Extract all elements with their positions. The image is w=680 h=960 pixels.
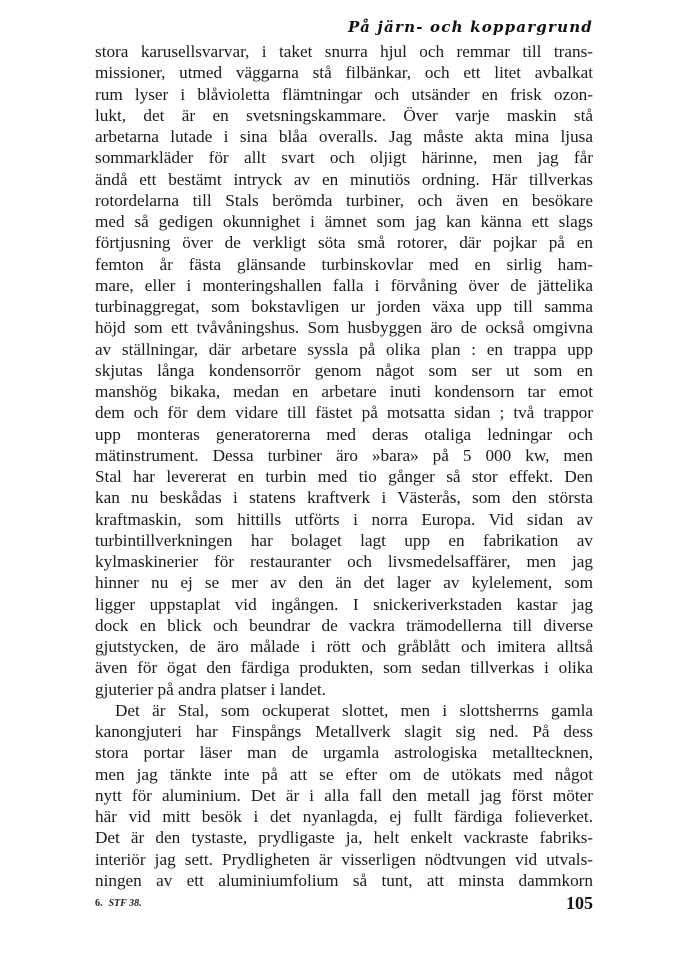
text-line: här vid mitt besök i det nyanlagda, ej fullt färdiga folieverket. (95, 807, 593, 826)
text-line: arbetarna lutade i sina blåa overalls. Jag måste akta mina ljusa (95, 127, 593, 146)
text-line: mätinstrument. Dessa turbiner äro »bara» på 5 000 kw, men (95, 445, 593, 465)
text-line: femton år fästa glänsande turbinskovlar med en sirlig ham- (95, 254, 593, 274)
text-line: ligger uppstaplat vid ingången. I snickeriverkstaden kastar jag (95, 594, 593, 614)
text-line: Stal har levererat en turbin med tio gånger så stor effekt. Den (95, 467, 593, 486)
text-line: gjuterier på andra platser i landet. (95, 679, 326, 699)
text-line: sommarkläder för allt svart och oljigt härinne, men jag får (95, 148, 593, 168)
text-line: Det är Stal, som ockuperat slottet, men i slottsherrns gamla (115, 700, 593, 720)
text-line: turbintillverkningen har bolaget lagt upp en fabrikation av (95, 530, 593, 550)
page-number: 105 (566, 893, 593, 913)
text-line: kylmaskinerier för restauranter och livsmedelsaffärer, men jag (95, 552, 593, 571)
text-line: stora portar läser man de urgamla astrologiska metalltecknen, (95, 743, 593, 763)
text-line: ningen av ett aluminiumfolium så tunt, att minsta dammkorn (95, 870, 593, 890)
text-line: höjd som ett tvåvåningshus. Som husbyggen äro de också omgivna (95, 318, 593, 338)
text-line: lukt, det är en svetsningskammare. Över varje maskin stå (95, 105, 593, 125)
text-line: skjutas långa kondensorrör genom något som ser ut som en (95, 360, 593, 380)
text-line: manshög bikaka, medan en arbetare inuti kondensorn tar emot (95, 382, 593, 401)
text-line: ändå ett bestämt intryck av en minutiös ordning. Här tillverkas (95, 169, 593, 189)
text-line: kanongjuteri har Finspångs Metallverk slagit sig ned. På dess (95, 722, 593, 741)
text-line: hinner nu ej se mer av den än det lager av kylelement, som (95, 573, 593, 593)
text-line: nytt för aluminium. Det är i alla fall den metall jag först möter (95, 785, 593, 805)
signature-number: 6. (95, 898, 103, 909)
text-line: kraftmaskin, som hittills utförts i norra Europa. Vid sidan av (95, 509, 593, 529)
body-text (95, 41, 593, 891)
text-line: även för ögat den färdiga produkten, som sedan tillverkas i olika (95, 658, 593, 678)
text-line: gjutstycken, de äro målade i rött och gråblått och imitera alltså (95, 637, 593, 656)
signature-text: STF 38. (108, 898, 142, 909)
text-line: upp monteras generatorerna med deras otaliga ledningar och (95, 424, 593, 444)
text-line: stora karusellsvarvar, i taket snurra hjul och remmar till trans- (95, 42, 593, 61)
text-line: men jag tänkte inte på att se efter om de utökats med något (95, 764, 593, 784)
running-title: På järn- och koppargrund (348, 18, 593, 36)
text-line: med så gedigen okunnighet i ämnet som jag kan känna ett slags (95, 212, 593, 231)
text-line: turbinaggregat, som bokstavligen ur jorden växa upp till samma (95, 297, 593, 316)
text-line: förtjusning över de verkligt söta små rotorer, där pojkar på en (95, 233, 593, 253)
text-line: rum lyser i blåvioletta flämtningar och utsänder en frisk ozon- (95, 84, 593, 104)
text-line: mare, eller i monteringshallen falla i förvåning över de jättelika (95, 275, 593, 295)
text-line: Det är den tystaste, prydligaste ja, helt enkelt vackraste fabriks- (95, 828, 593, 848)
text-line: interiör jag sett. Prydligheten är visserligen nödtvungen vid utvals- (95, 849, 593, 869)
text-line: rotordelarna till Stals berömda turbiner, och även en besökare (95, 190, 593, 210)
text-line: dock en blick och beundrar de vackra trämodellerna till diverse (95, 615, 593, 635)
text-line: dem och för dem vidare till fästet på motsatta sidan ; två trappor (95, 403, 593, 423)
text-line: kan nu beskådas i statens kraftverk i Västerås, som den största (95, 488, 593, 508)
text-line: av ställningar, där arbetare syssla på olika plan : en trappa upp (95, 339, 593, 359)
printer-signature (95, 898, 142, 909)
text-line: missioner, utmed väggarna stå filbänkar, och ett litet avbalkat (95, 63, 593, 83)
